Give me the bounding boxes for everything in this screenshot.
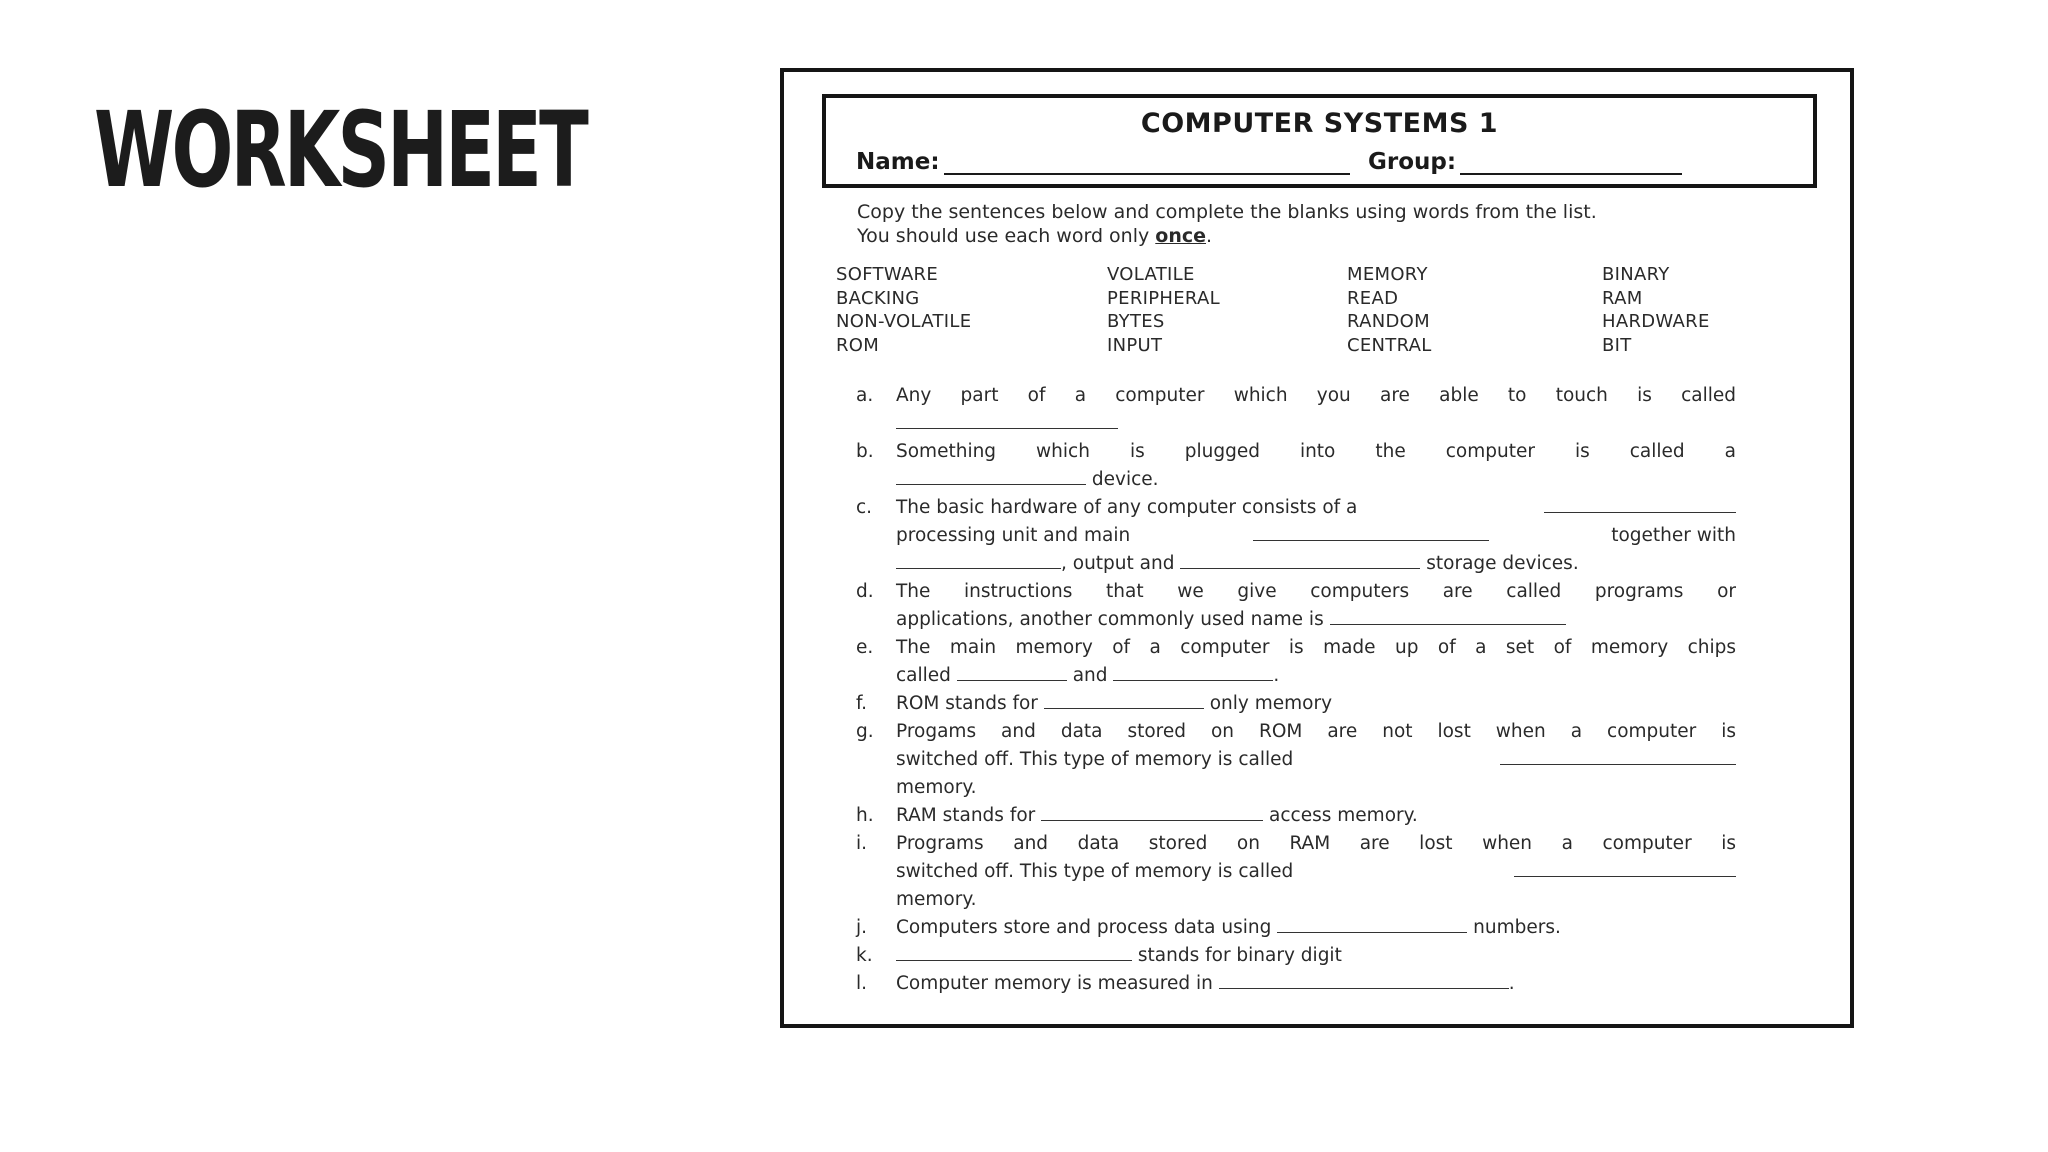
word-bank-item: BIT xyxy=(1602,334,1632,356)
question-d: d. The instructions that we give computers are called programs or applications, another commonly used name is xyxy=(856,581,1736,630)
word-bank-item: HARDWARE xyxy=(1602,311,1710,332)
word-bank-item: CENTRAL xyxy=(1347,334,1432,356)
question-g: g. Progams and data stored on ROM are not lost when a computer is switched off. This type of memory is called memory. xyxy=(856,721,1736,798)
answer-blank xyxy=(1544,494,1736,513)
answer-blank xyxy=(896,550,1061,569)
instructions-line-1: Copy the sentences below and complete the blanks using words from the list. xyxy=(857,201,1597,223)
answer-blank xyxy=(1044,690,1204,709)
name-blank xyxy=(944,151,1350,175)
answer-blank xyxy=(1500,746,1736,765)
answer-blank xyxy=(1041,802,1263,821)
word-bank-item: RAM xyxy=(1602,287,1643,309)
answer-blank xyxy=(1113,662,1273,681)
question-i: i. Programs and data stored on RAM are lost when a computer is switched off. This type of memory is called memory. xyxy=(856,833,1736,910)
word-bank xyxy=(836,264,1766,358)
slide-title: WORKSHEET xyxy=(94,89,586,211)
name-label: Name: xyxy=(856,149,940,175)
word-bank-item: PERIPHERAL xyxy=(1107,287,1220,309)
word-bank-item: SOFTWARE xyxy=(836,264,939,285)
word-bank-item: NON-VOLATILE xyxy=(836,311,972,332)
emphasis-once: once xyxy=(1155,225,1207,247)
answer-blank xyxy=(896,466,1086,485)
group-label: Group: xyxy=(1368,149,1457,175)
instructions-line-2: You should use each word only once. xyxy=(857,225,1213,247)
question-l: l. Computer memory is measured in . xyxy=(856,970,1736,998)
word-bank-item: INPUT xyxy=(1107,334,1163,356)
word-bank-item: ROM xyxy=(836,334,880,356)
worksheet-title: COMPUTER SYSTEMS 1 xyxy=(1140,108,1499,139)
question-list xyxy=(856,382,1736,998)
word-bank-item: READ xyxy=(1347,287,1399,309)
worksheet-header xyxy=(822,94,1817,188)
answer-blank xyxy=(1253,522,1489,541)
word-bank-item: MEMORY xyxy=(1347,264,1428,285)
name-field xyxy=(856,149,1350,175)
word-bank-item: BACKING xyxy=(836,287,920,309)
answer-blank xyxy=(896,942,1132,961)
question-a: a. Any part of a computer which you are able to touch is called xyxy=(856,382,1736,438)
word-bank-item: RANDOM xyxy=(1347,311,1430,332)
instructions xyxy=(857,200,1597,248)
answer-blank xyxy=(896,410,1118,429)
question-f: f. ROM stands for only memory xyxy=(856,690,1736,718)
group-field xyxy=(1368,149,1682,175)
answer-blank xyxy=(957,662,1067,681)
group-blank xyxy=(1460,151,1682,175)
answer-blank xyxy=(1180,550,1420,569)
question-h: h. RAM stands for access memory. xyxy=(856,802,1736,830)
word-bank-item: BYTES xyxy=(1107,311,1165,332)
answer-blank xyxy=(1330,606,1566,625)
answer-blank xyxy=(1277,914,1467,933)
question-c: c. The basic hardware of any computer consists of a processing unit and main together with , output and storage devices. xyxy=(856,494,1736,578)
question-k: k. stands for binary digit xyxy=(856,942,1736,970)
answer-blank xyxy=(1514,858,1736,877)
worksheet-image xyxy=(780,68,1854,1028)
answer-blank xyxy=(1219,970,1509,989)
word-bank-item: VOLATILE xyxy=(1107,264,1195,285)
question-e: e. The main memory of a computer is made up of a set of memory chips called and . xyxy=(856,637,1736,686)
word-bank-item: BINARY xyxy=(1602,264,1670,285)
question-j: j. Computers store and process data using numbers. xyxy=(856,914,1736,942)
question-b: b. Something which is plugged into the computer is called a device. xyxy=(856,441,1736,490)
